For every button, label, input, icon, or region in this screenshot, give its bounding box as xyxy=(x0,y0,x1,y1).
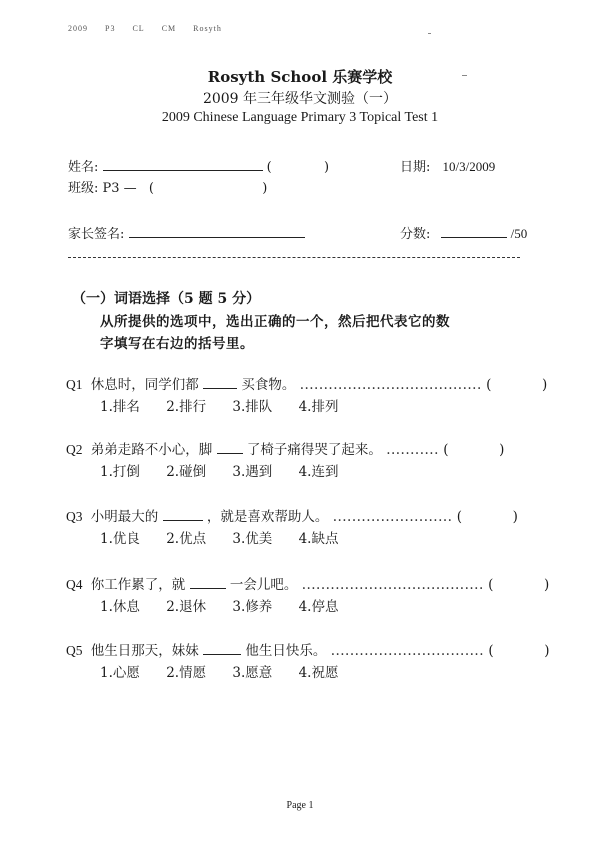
class-paren-close: ) xyxy=(262,181,268,196)
option: 4.停息 xyxy=(298,599,339,615)
date-label: 日期: xyxy=(400,160,431,175)
question-text-after: 一会儿吧。 xyxy=(229,577,298,593)
option: 4.连到 xyxy=(298,464,339,480)
question-text-before: 他生日那天，妹妹 xyxy=(90,643,199,659)
option: 2.优点 xyxy=(166,531,207,547)
school-title: Rosyth School 乐赛学校 xyxy=(207,68,393,86)
page-number: Page 1 xyxy=(286,800,314,811)
question-blank[interactable] xyxy=(190,576,226,589)
class-row xyxy=(68,177,267,196)
name-row xyxy=(68,156,329,175)
option: 2.排行 xyxy=(166,399,207,415)
option: 3.愿意 xyxy=(232,665,273,681)
parent-signature-row xyxy=(68,223,305,242)
answer-paren-open: ( xyxy=(488,643,494,659)
score-total: /50 xyxy=(510,226,528,241)
date-value: 10/3/2009 xyxy=(442,159,496,174)
question-text-after: 他生日快乐。 xyxy=(245,643,327,659)
option: 4.祝愿 xyxy=(298,665,339,681)
question-text-before: 小明最大的 xyxy=(90,509,159,525)
question-q4 xyxy=(66,573,549,593)
leader-dots: ...................................... xyxy=(301,577,484,593)
question-text-before: 休息时，同学们都 xyxy=(90,377,199,393)
test-title-en: 2009 Chinese Language Primary 3 Topical Test 1 xyxy=(161,110,439,125)
option: 3.排队 xyxy=(232,399,273,415)
option: 1.休息 xyxy=(100,599,140,615)
instruction-line-2: 字填写在右边的括号里。 xyxy=(100,336,254,352)
question-number: Q5 xyxy=(66,643,83,658)
name-paren-close: ) xyxy=(324,160,330,175)
parent-signature-label: 家长签名: xyxy=(68,227,125,242)
option: 3.遇到 xyxy=(232,464,273,480)
score-row xyxy=(400,223,527,242)
leader-dots: ........... xyxy=(386,442,439,458)
instruction-line-1: 从所提供的选项中，选出正确的一个，然后把代表它的数 xyxy=(100,314,450,330)
option: 2.情愿 xyxy=(166,665,207,681)
question-q3 xyxy=(66,505,518,525)
question-text-before: 你工作累了，就 xyxy=(90,577,186,593)
scan-speck xyxy=(428,33,431,34)
name-paren-open: ( xyxy=(266,160,272,175)
option: 1.排名 xyxy=(100,399,140,415)
score-line[interactable] xyxy=(441,225,507,238)
option: 1.打倒 xyxy=(100,464,140,480)
option: 3.修养 xyxy=(232,599,273,615)
class-label: 班级: xyxy=(68,181,99,196)
question-q5 xyxy=(66,639,549,659)
header-year: 2009 xyxy=(68,24,88,33)
question-blank[interactable] xyxy=(203,376,237,389)
question-number: Q1 xyxy=(66,377,83,392)
options-q1 xyxy=(100,395,360,415)
answer-paren-close: ) xyxy=(544,643,550,659)
question-blank[interactable] xyxy=(163,508,203,521)
option: 1.优良 xyxy=(100,531,140,547)
question-text-after: ，就是喜欢帮助人。 xyxy=(206,509,329,525)
option: 4.缺点 xyxy=(298,531,339,547)
options-q4 xyxy=(100,595,360,615)
option: 2.退休 xyxy=(166,599,207,615)
section-divider xyxy=(68,257,520,258)
answer-paren-open: ( xyxy=(488,577,494,593)
option: 1.心愿 xyxy=(100,665,140,681)
question-number: Q3 xyxy=(66,509,83,524)
question-number: Q2 xyxy=(66,442,83,457)
options-q3 xyxy=(100,527,360,547)
name-label: 姓名: xyxy=(68,160,99,175)
header-subject: CL xyxy=(132,24,145,33)
answer-paren-open: ( xyxy=(486,377,492,393)
option: 2.碰倒 xyxy=(166,464,207,480)
class-paren-open: ( xyxy=(148,181,154,196)
header-level: P3 xyxy=(105,24,116,33)
question-q1 xyxy=(66,373,547,393)
question-blank[interactable] xyxy=(217,441,243,454)
option: 4.排列 xyxy=(298,399,339,415)
question-q2 xyxy=(66,438,504,458)
parent-signature-line[interactable] xyxy=(129,225,305,238)
date-row xyxy=(400,156,495,175)
score-label: 分数: xyxy=(400,227,431,242)
answer-paren-close: ) xyxy=(512,509,518,525)
answer-paren-open: ( xyxy=(443,442,449,458)
question-number: Q4 xyxy=(66,577,83,592)
section-title: （一）词语选择（5 题 5 分） xyxy=(72,291,261,307)
question-text-after: 了椅子痛得哭了起来。 xyxy=(246,442,382,458)
scan-header-strip xyxy=(68,24,236,33)
answer-paren-close: ) xyxy=(543,577,550,593)
options-q5 xyxy=(100,661,360,681)
question-text-before: 弟弟走路不小心，脚 xyxy=(90,442,213,458)
header-school: Rosyth xyxy=(193,24,222,33)
header-code: CM xyxy=(161,24,177,33)
option: 3.优美 xyxy=(232,531,273,547)
answer-paren-close: ) xyxy=(541,377,548,393)
leader-dots: ................................ xyxy=(330,643,485,659)
leader-dots: ......................... xyxy=(332,509,453,525)
test-title-cn: 2009 年三年级华文测验（一） xyxy=(202,91,398,107)
question-blank[interactable] xyxy=(203,642,241,655)
class-value: P3 — xyxy=(102,181,137,196)
answer-paren-close: ) xyxy=(499,442,505,458)
question-text-after: 买食物。 xyxy=(241,377,296,393)
leader-dots: ...................................... xyxy=(299,377,482,393)
answer-paren-open: ( xyxy=(456,509,463,525)
options-q2 xyxy=(100,460,360,480)
name-line[interactable] xyxy=(103,158,263,171)
